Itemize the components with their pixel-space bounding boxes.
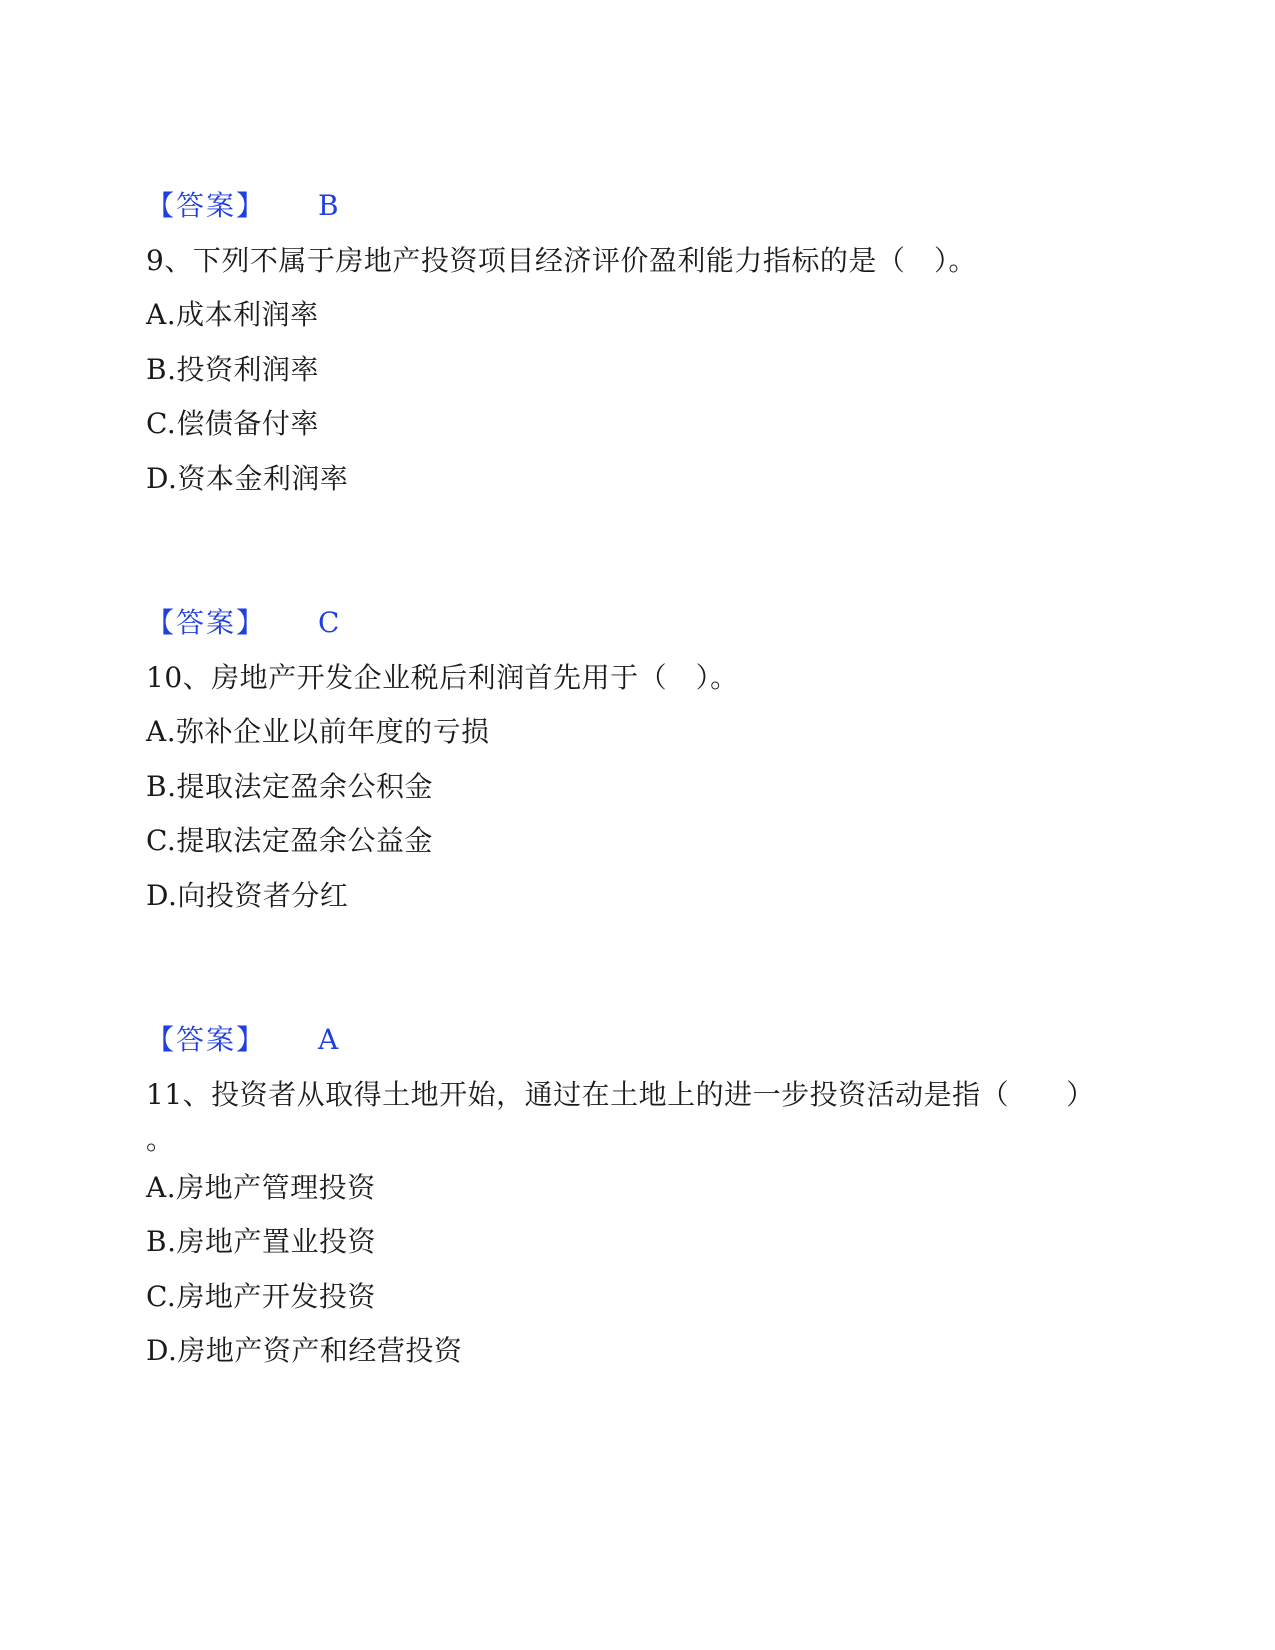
- option-d: D.房地产资产和经营投资: [146, 1334, 463, 1367]
- answer-value: B: [318, 189, 340, 222]
- question-text: 11、投资者从取得土地开始，通过在土地上的进一步投资活动是指（ ）: [146, 1078, 1095, 1111]
- option-a: A.成本利润率: [146, 298, 319, 331]
- option-b: B.投资利润率: [146, 353, 319, 386]
- option-a: A.弥补企业以前年度的亏损: [146, 715, 490, 748]
- question-text: 10、房地产开发企业税后利润首先用于（ ）。: [146, 661, 739, 694]
- answer-tag: 【答案】: [146, 1023, 267, 1056]
- question-text-continued: 。: [146, 1123, 175, 1156]
- answer-line: [146, 186, 339, 226]
- answer-tag: 【答案】: [146, 606, 267, 639]
- answer-line: [146, 603, 340, 643]
- option-a: A.房地产管理投资: [146, 1171, 376, 1204]
- answer-value: C: [318, 606, 340, 639]
- option-c: C.房地产开发投资: [146, 1280, 376, 1313]
- answer-line: [146, 1020, 339, 1060]
- answer-value: A: [318, 1023, 339, 1056]
- answer-tag: 【答案】: [146, 189, 267, 222]
- option-d: D.向投资者分红: [146, 879, 349, 912]
- option-d: D.资本金利润率: [146, 462, 349, 495]
- option-b: B.房地产置业投资: [146, 1225, 376, 1258]
- option-c: C.偿债备付率: [146, 407, 319, 440]
- question-text: 9、下列不属于房地产投资项目经济评价盈利能力指标的是（ ）。: [146, 244, 977, 277]
- option-b: B.提取法定盈余公积金: [146, 770, 433, 803]
- option-c: C.提取法定盈余公益金: [146, 824, 433, 857]
